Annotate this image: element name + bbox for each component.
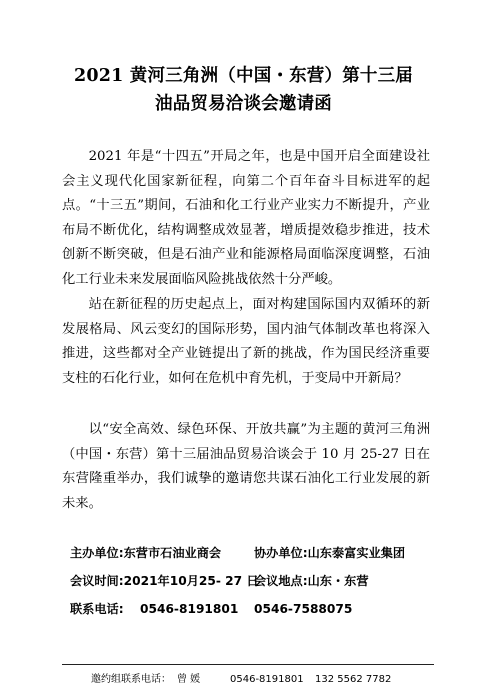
- footer-divider: [62, 664, 434, 665]
- invitation-title-line1: 2021 黄河三角洲（中国・东营）第十三届: [74, 66, 413, 86]
- contact-phone-1: 0546-8191801: [140, 602, 239, 616]
- paragraph-intro: 2021 年是“十四五”开局之年，也是中国开启全面建设社会主义现代化国家新征程，向第二个百年奋斗目标进军的起点。“十三五”期间，石油和化工行业产业实力不断提升，产业布局不断优化，结构调整成效显著，增质提效稳步推进，技术创新不断突破，但是石油产业和能源格局面临深度调整，石油化工行业未来发展面临风险挑战依然十分严峻。: [62, 149, 430, 287]
- footer-label: 邀约组联系电话：: [91, 674, 171, 685]
- footer-phone-2: 132 5562 7782: [315, 674, 392, 685]
- contact-phone-label: 联系电话:: [70, 602, 124, 616]
- contact-phone-2: 0546-7588075: [254, 602, 353, 616]
- invitation-title-line2: 油品贸易洽谈会邀请函: [155, 94, 332, 114]
- host-organizer: 主办单位:东营市石油业商会: [70, 546, 222, 560]
- paragraph-invitation: 以“安全高效、绿色环保、开放共赢”为主题的黄河三角洲（中国・东营）第十三届油品贸易洽谈会于 10 月 25-27 日在东营隆重举办，我们诚挚的邀请您共谋石油化工行业发展的新未来。: [62, 422, 430, 511]
- paragraph-challenges: 站在新征程的历史起点上，面对构建国际国内双循环的新发展格局、风云变幻的国际形势，国内油气体制改革也将深入推进，这些都对全产业链提出了新的挑战，作为国民经济重要支柱的石化行业，如何在危机中育先机，于变局中开新局？: [62, 297, 430, 386]
- footer-contact-name: 曾 媛: [177, 674, 201, 685]
- co-organizer: 协办单位:山东泰富实业集团: [254, 546, 406, 560]
- meeting-venue: 会议地点:山东・东营: [254, 574, 369, 588]
- footer-phone-1: 0546-8191801: [230, 674, 304, 685]
- meeting-date: 会议时间:2021年10月25- 27 日: [70, 574, 259, 588]
